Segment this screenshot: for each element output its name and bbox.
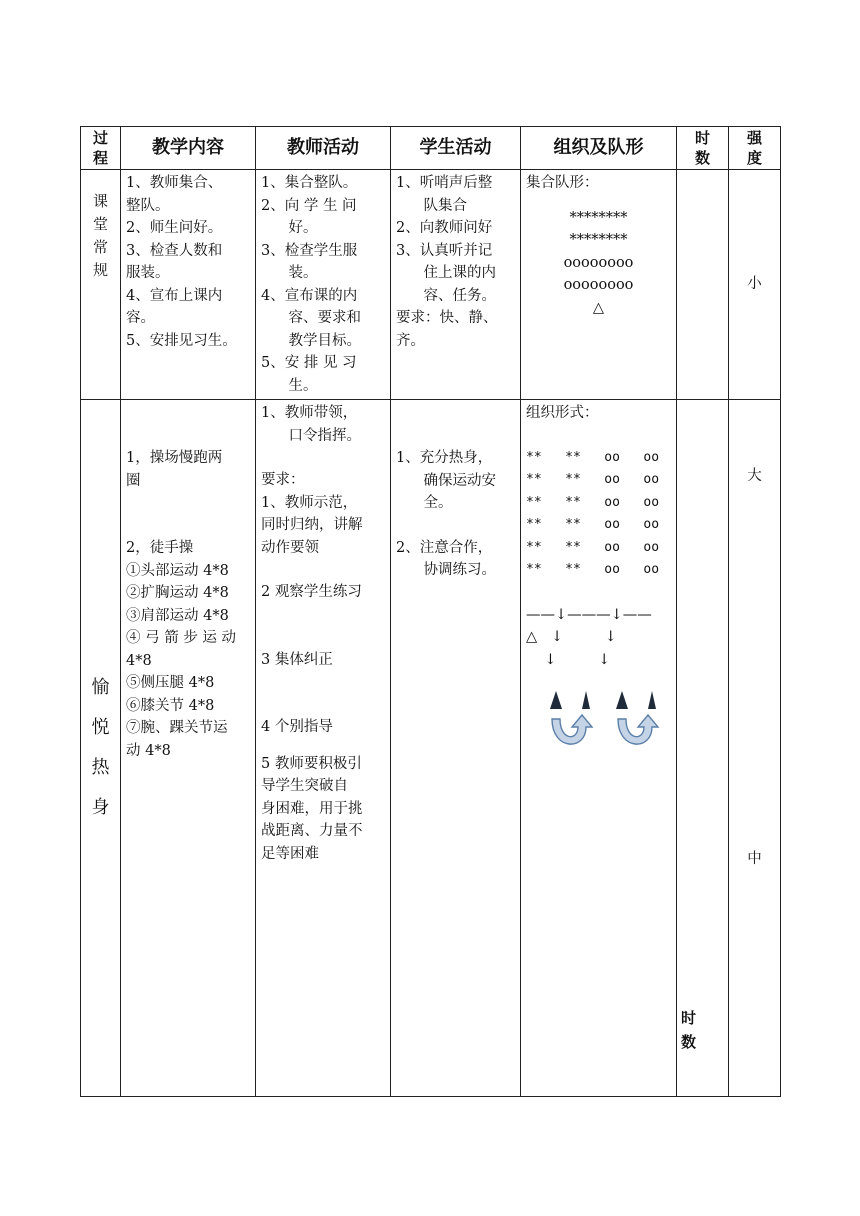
text-line: 同时归纳，讲解 (261, 517, 363, 533)
warmup-teacher (256, 400, 391, 1097)
text-line: 导学生突破自 (261, 778, 348, 794)
text-line: 协调练习。 (423, 562, 497, 578)
formation-line: oooooooo (563, 277, 634, 293)
text-line: 1、听哨声后整 (396, 175, 493, 191)
header-student: 学生活动 (391, 127, 521, 170)
text-line: 2，徒手操 (126, 540, 194, 556)
running-line: ——↓———↓—— (526, 606, 652, 623)
running-line: △ ↓ ↓ (526, 629, 617, 645)
turnaround-arrows-icon (546, 689, 666, 759)
text-line: 3、认真听并记 (396, 242, 493, 259)
header-content: 教学内容 (121, 127, 256, 170)
formation-row: ** ** oo oo (526, 472, 660, 487)
text-line: 2、向 学 生 问 (261, 197, 357, 214)
text-line: 齐。 (396, 332, 425, 349)
routine-teacher (256, 170, 391, 400)
routine-organization (521, 170, 677, 400)
triangle-icon (648, 691, 656, 709)
triangle-icon (616, 691, 628, 709)
text-line: 4 个别指导 (261, 719, 333, 735)
text-line: ②扩胸运动 4*8 (126, 585, 229, 601)
time-label: 时数 (681, 1009, 697, 1051)
text-line: 3、检查学生服 (261, 242, 358, 259)
text-line: ④ 弓 箭 步 运 动 (126, 630, 237, 646)
formation-row: ** ** oo oo (526, 449, 660, 465)
teacher-position-triangle: △ (592, 299, 605, 316)
text-line: 1、集合整队。 (261, 175, 358, 191)
warmup-label: 愉悦热身 (81, 400, 121, 1097)
text-line: 容。 (126, 310, 155, 326)
warmup-content (121, 400, 256, 1097)
text-line: ⑦腕、踝关节运 (126, 720, 228, 736)
text-line: 4*8 (126, 652, 152, 669)
header-organization: 组织及队形 (521, 127, 677, 170)
text-line: ③肩部运动 4*8 (126, 607, 229, 624)
text-line: 战距离、力量不 (261, 823, 363, 839)
text-line: ⑤侧压腿 4*8 (126, 675, 215, 691)
text-line: 3 集体纠正 (261, 651, 333, 668)
routine-time (677, 170, 729, 400)
text-line: 2 观察学生练习 (261, 584, 362, 600)
text-line: 服装。 (126, 265, 170, 281)
warmup-student (391, 400, 521, 1097)
text-line: 教学目标。 (288, 332, 362, 349)
text-line: ①头部运动 4*8 (126, 562, 229, 579)
text-line: 确保运动安 (423, 472, 497, 489)
formation-row: ** ** oo oo (526, 562, 660, 577)
header-process: 过程 (81, 127, 121, 170)
text-line: 1、教师带领， (261, 405, 358, 421)
formation-line: oooooooo (563, 254, 634, 271)
text-line: 圈 (126, 472, 141, 489)
text-line: 1，操场慢跑两 (126, 450, 223, 466)
formation-row: ** ** oo oo (526, 494, 660, 510)
u-turn-arrow-icon (618, 715, 658, 744)
text-line: 要求：快、静、 (396, 310, 498, 326)
header-row (81, 127, 781, 170)
intensity-medium: 中 (747, 851, 762, 867)
row-warmup (81, 400, 781, 1097)
text-line: 1、教师集合、 (126, 175, 223, 191)
formation-line: ******** (569, 232, 628, 248)
lesson-plan-table (80, 126, 781, 1097)
text-line: 动 4*8 (126, 742, 171, 759)
formation-row: ** ** oo oo (526, 539, 660, 555)
routine-content (121, 170, 256, 400)
triangle-icon (582, 691, 590, 709)
routine-intensity: 小 (729, 170, 781, 400)
text-line: 整队。 (126, 197, 170, 214)
text-line: 生。 (288, 377, 318, 394)
warmup-time (677, 400, 729, 1097)
text-line: 动作要领 (261, 539, 319, 556)
text-line: 口令指挥。 (288, 427, 362, 444)
text-line: ⑥膝关节 4*8 (126, 697, 215, 714)
text-line: 2、注意合作， (396, 539, 493, 556)
text-line: 足等困难 (261, 845, 319, 862)
routine-student (391, 170, 521, 400)
formation-line: ******** (569, 209, 628, 226)
org-title: 集合队形： (526, 175, 599, 191)
text-line: 身困难，用于挑 (261, 800, 363, 817)
text-line: 5、安排见习生。 (126, 332, 237, 349)
text-line: 2、向教师问好 (396, 220, 493, 236)
text-line: 3、检查人数和 (126, 242, 223, 259)
org-title: 组织形式： (526, 405, 599, 421)
warmup-intensity (729, 400, 781, 1097)
u-turn-arrow-icon (552, 715, 592, 744)
text-line: 4、宣布上课内 (126, 287, 223, 304)
warmup-organization (521, 400, 677, 1097)
text-line: 1、充分热身， (396, 450, 493, 466)
text-line: 好。 (288, 220, 318, 236)
running-line: ↓ ↓ (526, 651, 611, 668)
header-teacher: 教师活动 (256, 127, 391, 170)
text-line: 2、师生问好。 (126, 220, 223, 236)
text-line: 队集合 (423, 197, 468, 214)
routine-label: 课堂常规 (81, 170, 121, 400)
header-time: 时数 (677, 127, 729, 170)
intensity-high: 大 (747, 468, 762, 484)
text-line: 4、宣布课的内 (261, 287, 358, 304)
text-line: 住上课的内 (423, 265, 497, 281)
row-routine (81, 170, 781, 400)
text-line: 全。 (423, 495, 453, 511)
text-line: 要求： (261, 472, 305, 488)
header-intensity: 强度 (729, 127, 781, 170)
text-line: 5、安 排 见 习 (261, 355, 357, 371)
text-line: 容、任务。 (423, 287, 497, 304)
formation-row: ** ** oo oo (526, 517, 660, 532)
text-line: 装。 (288, 265, 318, 281)
triangle-icon (550, 691, 562, 709)
text-line: 5 教师要积极引 (261, 755, 362, 772)
text-line: 1、教师示范， (261, 494, 358, 511)
text-line: 容、要求和 (288, 310, 362, 326)
